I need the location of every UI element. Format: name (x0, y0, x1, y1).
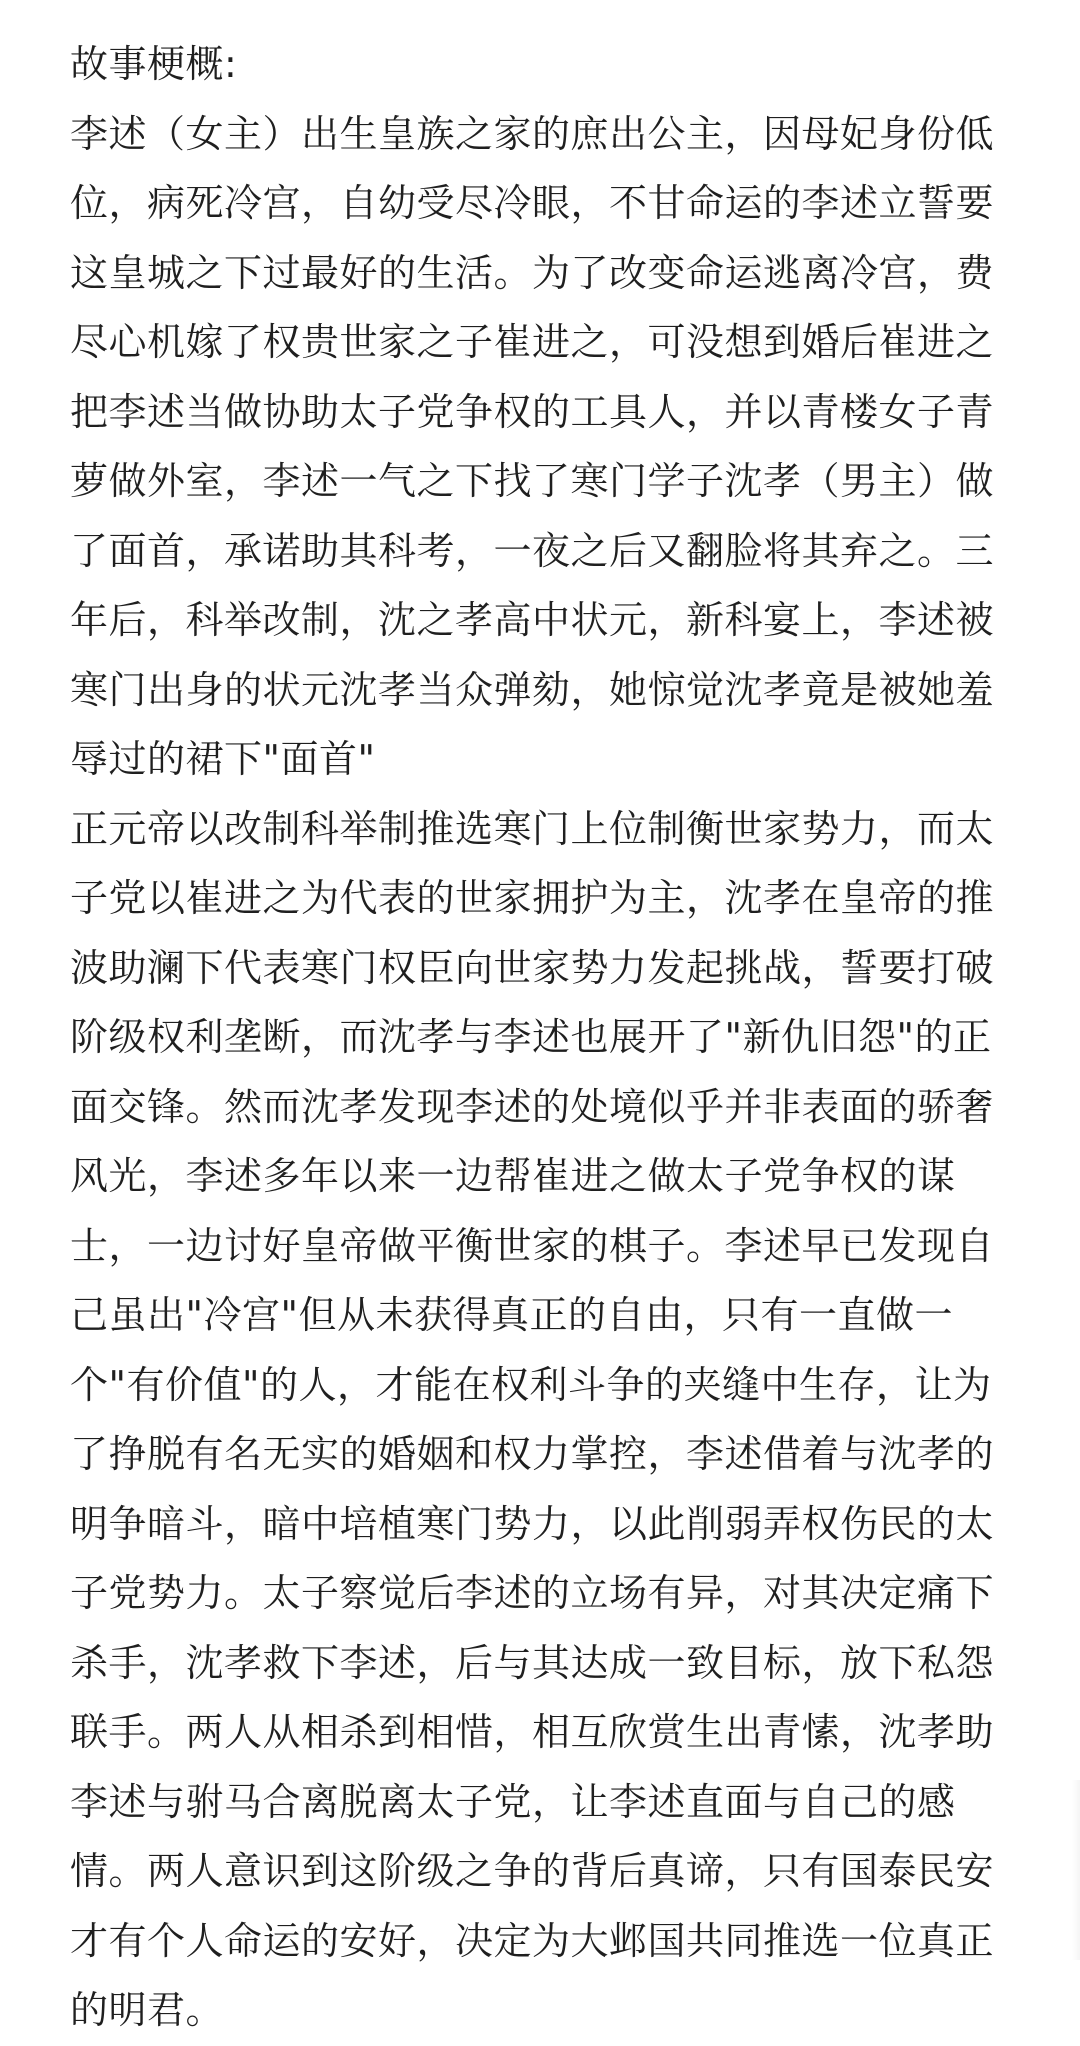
text-line: 个"有价值"的人，才能在权利斗争的夹缝中生存，让为 (70, 1362, 992, 1407)
text-line: 杀手，沈孝救下李述，后与其达成一致目标，放下私怨 (70, 1640, 995, 1685)
text-line: 位，病死冷宫，自幼受尽冷眼，不甘命运的李述立誓要 (70, 181, 995, 225)
text-line: 风光，李述多年以来一边帮崔进之做太子党争权的谋 (70, 1154, 956, 1198)
text-line: 了面首，承诺助其科考，一夜之后又翻脸将其弃之。三 (70, 528, 995, 573)
text-line: 寒门出身的状元沈孝当众弹劾，她惊觉沈孝竟是被她羞 (70, 667, 995, 712)
text-line: 子党以崔进之为代表的世家拥护为主，沈孝在皇帝的推 (70, 876, 995, 920)
text-line: 李述（女主）出生皇族之家的庶出公主，因母妃身份低 (70, 111, 995, 156)
text-line: 了挣脱有名无实的婚姻和权力掌控，李述借着与沈孝的 (70, 1432, 995, 1476)
text-line: 这皇城之下过最好的生活。为了改变命运逃离冷宫，费 (70, 250, 995, 295)
synopsis-text (70, 30, 1010, 2046)
text-line: 面交锋。然而沈孝发现李述的处境似乎并非表面的骄奢 (70, 1084, 995, 1129)
synopsis-heading: 故事梗概: (70, 42, 238, 86)
text-line: 萝做外室，李述一气之下找了寒门学子沈孝（男主）做 (70, 459, 995, 503)
text-line: 正元帝以改制科举制推选寒门上位制衡世家势力，而太 (70, 806, 995, 851)
text-line: 子党势力。太子察觉后李述的立场有异，对其决定痛下 (70, 1571, 995, 1615)
text-line: 阶级权利垄断，而沈孝与李述也展开了"新仇旧怨"的正 (70, 1015, 992, 1059)
text-line: 己虽出"冷宫"但从未获得真正的自由，只有一直做一 (70, 1293, 953, 1337)
text-line: 明争暗斗，暗中培植寒门势力，以此削弱弄权伤民的太 (70, 1501, 995, 1546)
scroll-edge-shadow (1072, 1780, 1080, 1960)
text-line: 把李述当做协助太子党争权的工具人，并以青楼女子青 (70, 389, 995, 434)
text-line: 波助澜下代表寒门权臣向世家势力发起挑战，誓要打破 (70, 945, 995, 990)
text-line: 联手。两人从相杀到相惜，相互欣赏生出青愫，沈孝助 (70, 1710, 995, 1754)
text-line: 李述与驸马合离脱离太子党，让李述直面与自己的感 (70, 1779, 956, 1824)
text-line: 年后，科举改制，沈之孝高中状元，新科宴上，李述被 (70, 598, 995, 642)
text-line: 辱过的裙下"面首" (70, 737, 376, 781)
text-line: 尽心机嫁了权贵世家之子崔进之，可没想到婚后崔进之 (70, 320, 995, 364)
text-line: 才有个人命运的安好，决定为大邺国共同推选一位真正 (70, 1918, 995, 1963)
text-line: 士，一边讨好皇帝做平衡世家的棋子。李述早已发现自 (70, 1223, 995, 1268)
text-line: 情。两人意识到这阶级之争的背后真谛，只有国泰民安 (70, 1849, 995, 1893)
text-line: 的明君。 (70, 1988, 225, 2032)
